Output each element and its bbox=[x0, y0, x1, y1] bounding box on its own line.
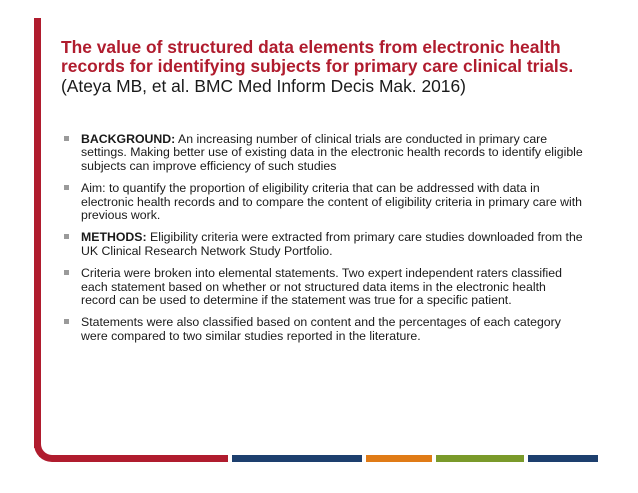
bullet-item bbox=[64, 182, 584, 222]
accent-vertical-bar bbox=[34, 18, 41, 448]
square-bullet-icon bbox=[64, 185, 69, 190]
bullet-item bbox=[64, 133, 584, 173]
bullet-text: Statements were also classified based on content and the percentages of each category were compared to two similar studies reported in the literature. bbox=[81, 315, 561, 343]
slide-citation: (Ateya MB, et al. BMC Med Inform Decis Mak. 2016) bbox=[61, 76, 466, 96]
square-bullet-icon bbox=[64, 270, 69, 275]
bullet-text: Criteria were broken into elemental statements. Two expert independent raters classified each statement based on whether or not structured data items in the electronic health record can be used to determine if the statement was true for a specific patient. bbox=[81, 266, 562, 308]
footer-bar-orange bbox=[366, 455, 432, 462]
square-bullet-icon bbox=[64, 136, 69, 141]
bullet-lead: METHODS: bbox=[81, 230, 147, 245]
footer-bar-blue bbox=[232, 455, 362, 462]
footer-bar-green bbox=[436, 455, 524, 462]
title-block bbox=[61, 38, 611, 96]
bullet-text: Aim: to quantify the proportion of eligibility criteria that can be addressed with data in electronic health records and to compare the content of eligibility criteria in primary care with previous work. bbox=[81, 181, 582, 223]
bullet-list bbox=[64, 133, 584, 352]
square-bullet-icon bbox=[64, 319, 69, 324]
footer-bar-blue-2 bbox=[528, 455, 598, 462]
accent-corner-curve bbox=[34, 440, 56, 462]
accent-bottom-bar bbox=[54, 455, 228, 462]
bullet-text: Eligibility criteria were extracted from primary care studies downloaded from the UK Clinical Research Network Study Portfolio. bbox=[81, 230, 583, 258]
bullet-item bbox=[64, 267, 584, 307]
slide-title: The value of structured data elements from electronic health records for identifying subjects for primary care clinical trials. bbox=[61, 37, 574, 76]
bullet-item bbox=[64, 231, 584, 258]
square-bullet-icon bbox=[64, 234, 69, 239]
bullet-text: An increasing number of clinical trials are conducted in primary care settings. Making better use of existing data in the electronic health records to identify eligible subjects can improve efficiency of such studies bbox=[81, 132, 583, 173]
bullet-item bbox=[64, 316, 584, 343]
bullet-lead: BACKGROUND: bbox=[81, 132, 176, 146]
